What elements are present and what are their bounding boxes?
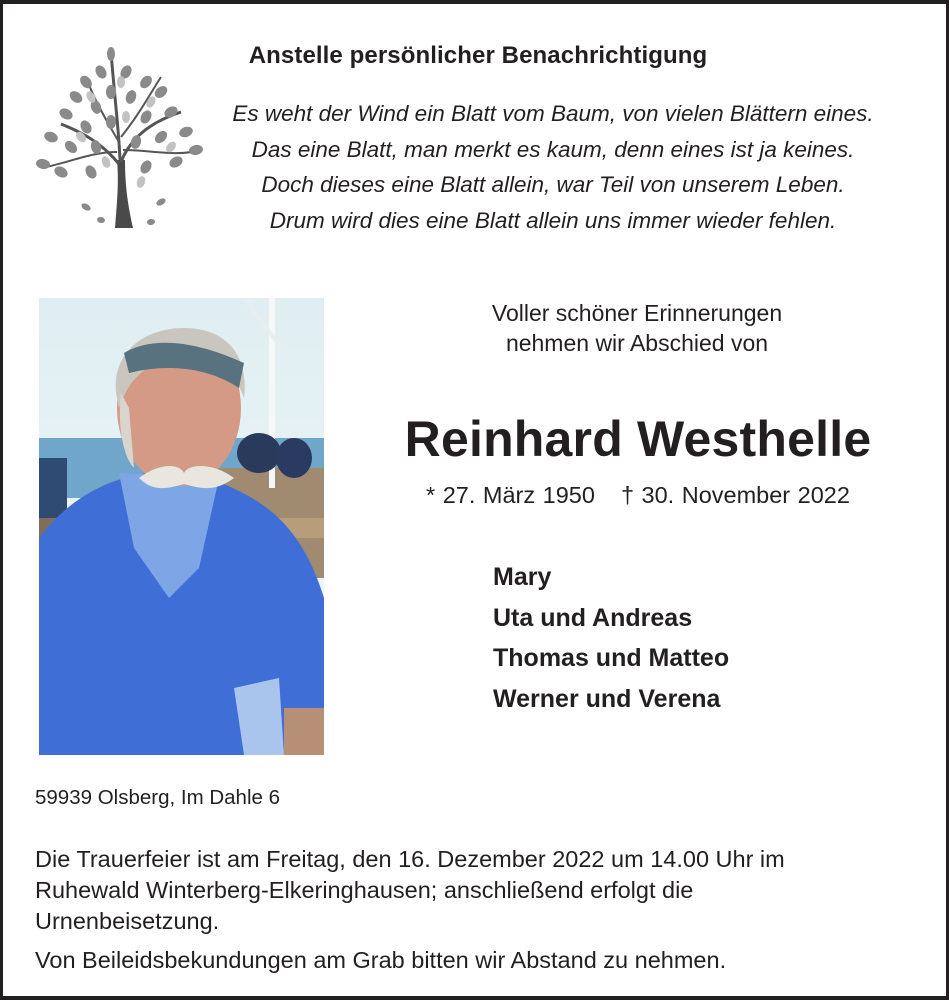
- family-address: 59939 Olsberg, Im Dahle 6: [35, 786, 280, 809]
- intro-line: Voller schöner Erinnerungen: [491, 300, 783, 326]
- tree-with-falling-leaves-icon: [31, 42, 211, 232]
- poem-line: Doch dieses eine Blatt allein, war Teil von unserem Leben.: [261, 172, 845, 197]
- mourner: Thomas und Matteo: [493, 644, 730, 672]
- intro-line: nehmen wir Abschied von: [505, 330, 769, 356]
- mourner: Mary: [493, 563, 552, 591]
- header-title: Anstelle persönlicher Benachrichtigung: [248, 42, 708, 69]
- mourner: Uta und Andreas: [493, 603, 693, 632]
- portrait-photo: [39, 298, 324, 755]
- poem-line: Drum wird dies eine Blatt allein uns immer wieder fehlen.: [269, 207, 837, 233]
- poem-line: Das eine Blatt, man merkt es kaum, denn eines ist ja keines.: [251, 136, 855, 162]
- poem-line: Es weht der Wind ein Blatt vom Baum, von vielen Blättern eines.: [232, 101, 874, 126]
- ceremony-info: [35, 844, 915, 937]
- ceremony-line: Urnenbeisetzung.: [35, 908, 220, 934]
- birth-date: * 27. März 1950: [426, 482, 595, 508]
- death-date: † 30. November 2022: [620, 482, 850, 508]
- life-dates: [383, 482, 893, 509]
- mourner: Werner und Verena: [493, 684, 721, 713]
- ceremony-line: Die Trauerfeier ist am Freitag, den 16. Dezember 2022 um 14.00 Uhr im: [35, 846, 785, 872]
- condolence-request: Von Beileidsbekundungen am Grab bitten wir Abstand zu nehmen.: [35, 947, 727, 973]
- deceased-name: Reinhard Westhelle: [404, 411, 872, 467]
- mourners-list: [493, 557, 729, 719]
- ceremony-line: Ruhewald Winterberg-Elkeringhausen; anschließend erfolgt die: [35, 877, 694, 903]
- poem: [193, 96, 913, 238]
- intro-text: [403, 298, 871, 358]
